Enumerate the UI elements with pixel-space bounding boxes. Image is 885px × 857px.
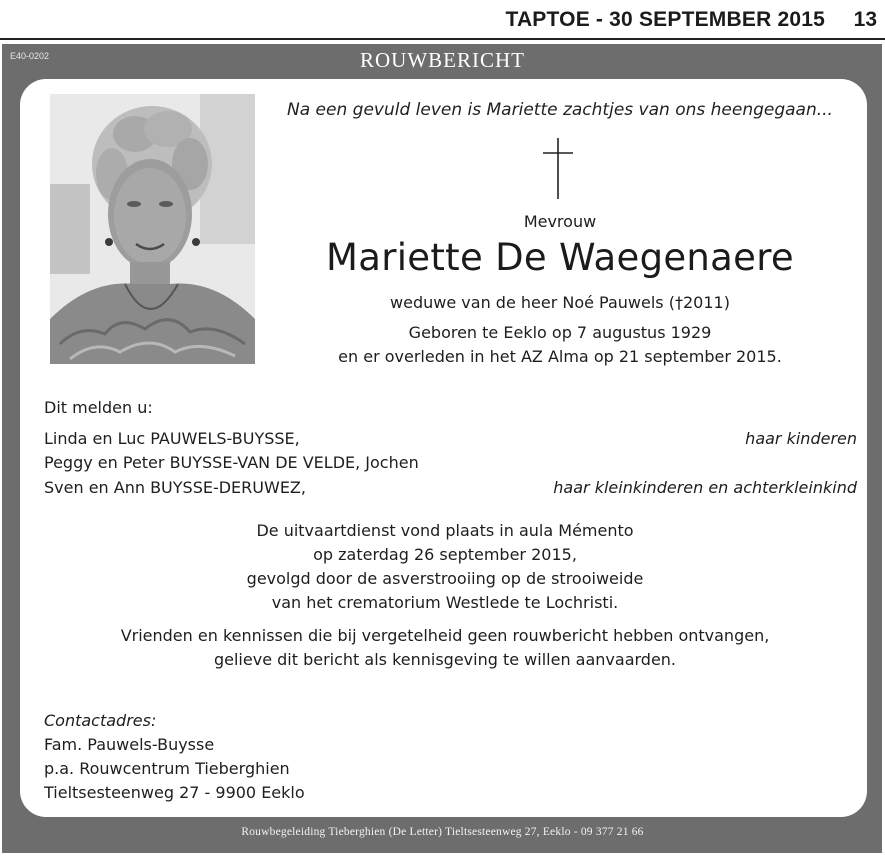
newspaper-masthead	[0, 0, 885, 36]
contact-line: p.a. Rouwcentrum Tieberghien	[44, 759, 290, 778]
contact-line: Tieltsesteenweg 27 - 9900 Eeklo	[44, 783, 305, 802]
family-role: haar kinderen	[745, 429, 857, 448]
widow-line: weduwe van de heer Noé Pauwels (†2011)	[390, 293, 730, 312]
family-names: Linda en Luc PAUWELS-BUYSSE,	[44, 429, 300, 448]
family-names: Sven en Ann BUYSSE-DERUWEZ,	[44, 478, 306, 497]
cross-icon	[541, 136, 575, 200]
newspaper-title: TAPTOE - 30 SEPTEMBER 2015	[505, 8, 825, 31]
friends-line: gelieve dit bericht als kennisgeving te willen aanvaarden.	[213, 650, 677, 669]
funeral-home-footer: Rouwbegeleiding Tieberghien (De Letter) Tieltsesteenweg 27, Eeklo - 09 377 21 66	[241, 826, 644, 838]
service-line: op zaterdag 26 september 2015,	[313, 545, 577, 564]
friends-line: Vrienden en kennissen die bij vergetelheid geen rouwbericht hebben ontvangen,	[120, 626, 770, 645]
birth-line: Geboren te Eeklo op 7 augustus 1929	[408, 323, 712, 342]
contact-heading: Contactadres:	[44, 711, 157, 730]
page-number: 13	[853, 8, 877, 31]
death-line: en er overleden in het AZ Alma op 21 september 2015.	[338, 347, 782, 366]
salutation: Mevrouw	[523, 212, 597, 231]
contact-line: Fam. Pauwels-Buysse	[44, 735, 215, 754]
masthead-rule	[0, 38, 885, 40]
service-line: gevolgd door de asverstrooiing op de strooiweide	[246, 569, 644, 588]
intro-line: Na een gevuld leven is Mariette zachtjes van ons heengegaan...	[287, 100, 833, 120]
family-role: haar kleinkinderen en achterkleinkind	[553, 478, 857, 497]
deceased-name: Mariette De Waegenaere	[326, 236, 794, 279]
ad-code: E40-0202	[10, 51, 50, 61]
service-line: De uitvaartdienst vond plaats in aula Mémento	[256, 521, 634, 540]
service-line: van het crematorium Westlede te Lochristi.	[271, 593, 619, 612]
portrait-photo	[50, 94, 255, 364]
family-names: Peggy en Peter BUYSSE-VAN DE VELDE, Jochen	[44, 453, 419, 472]
announce-line: Dit melden u:	[44, 398, 153, 417]
notice-heading: ROUWBERICHT	[360, 48, 525, 72]
